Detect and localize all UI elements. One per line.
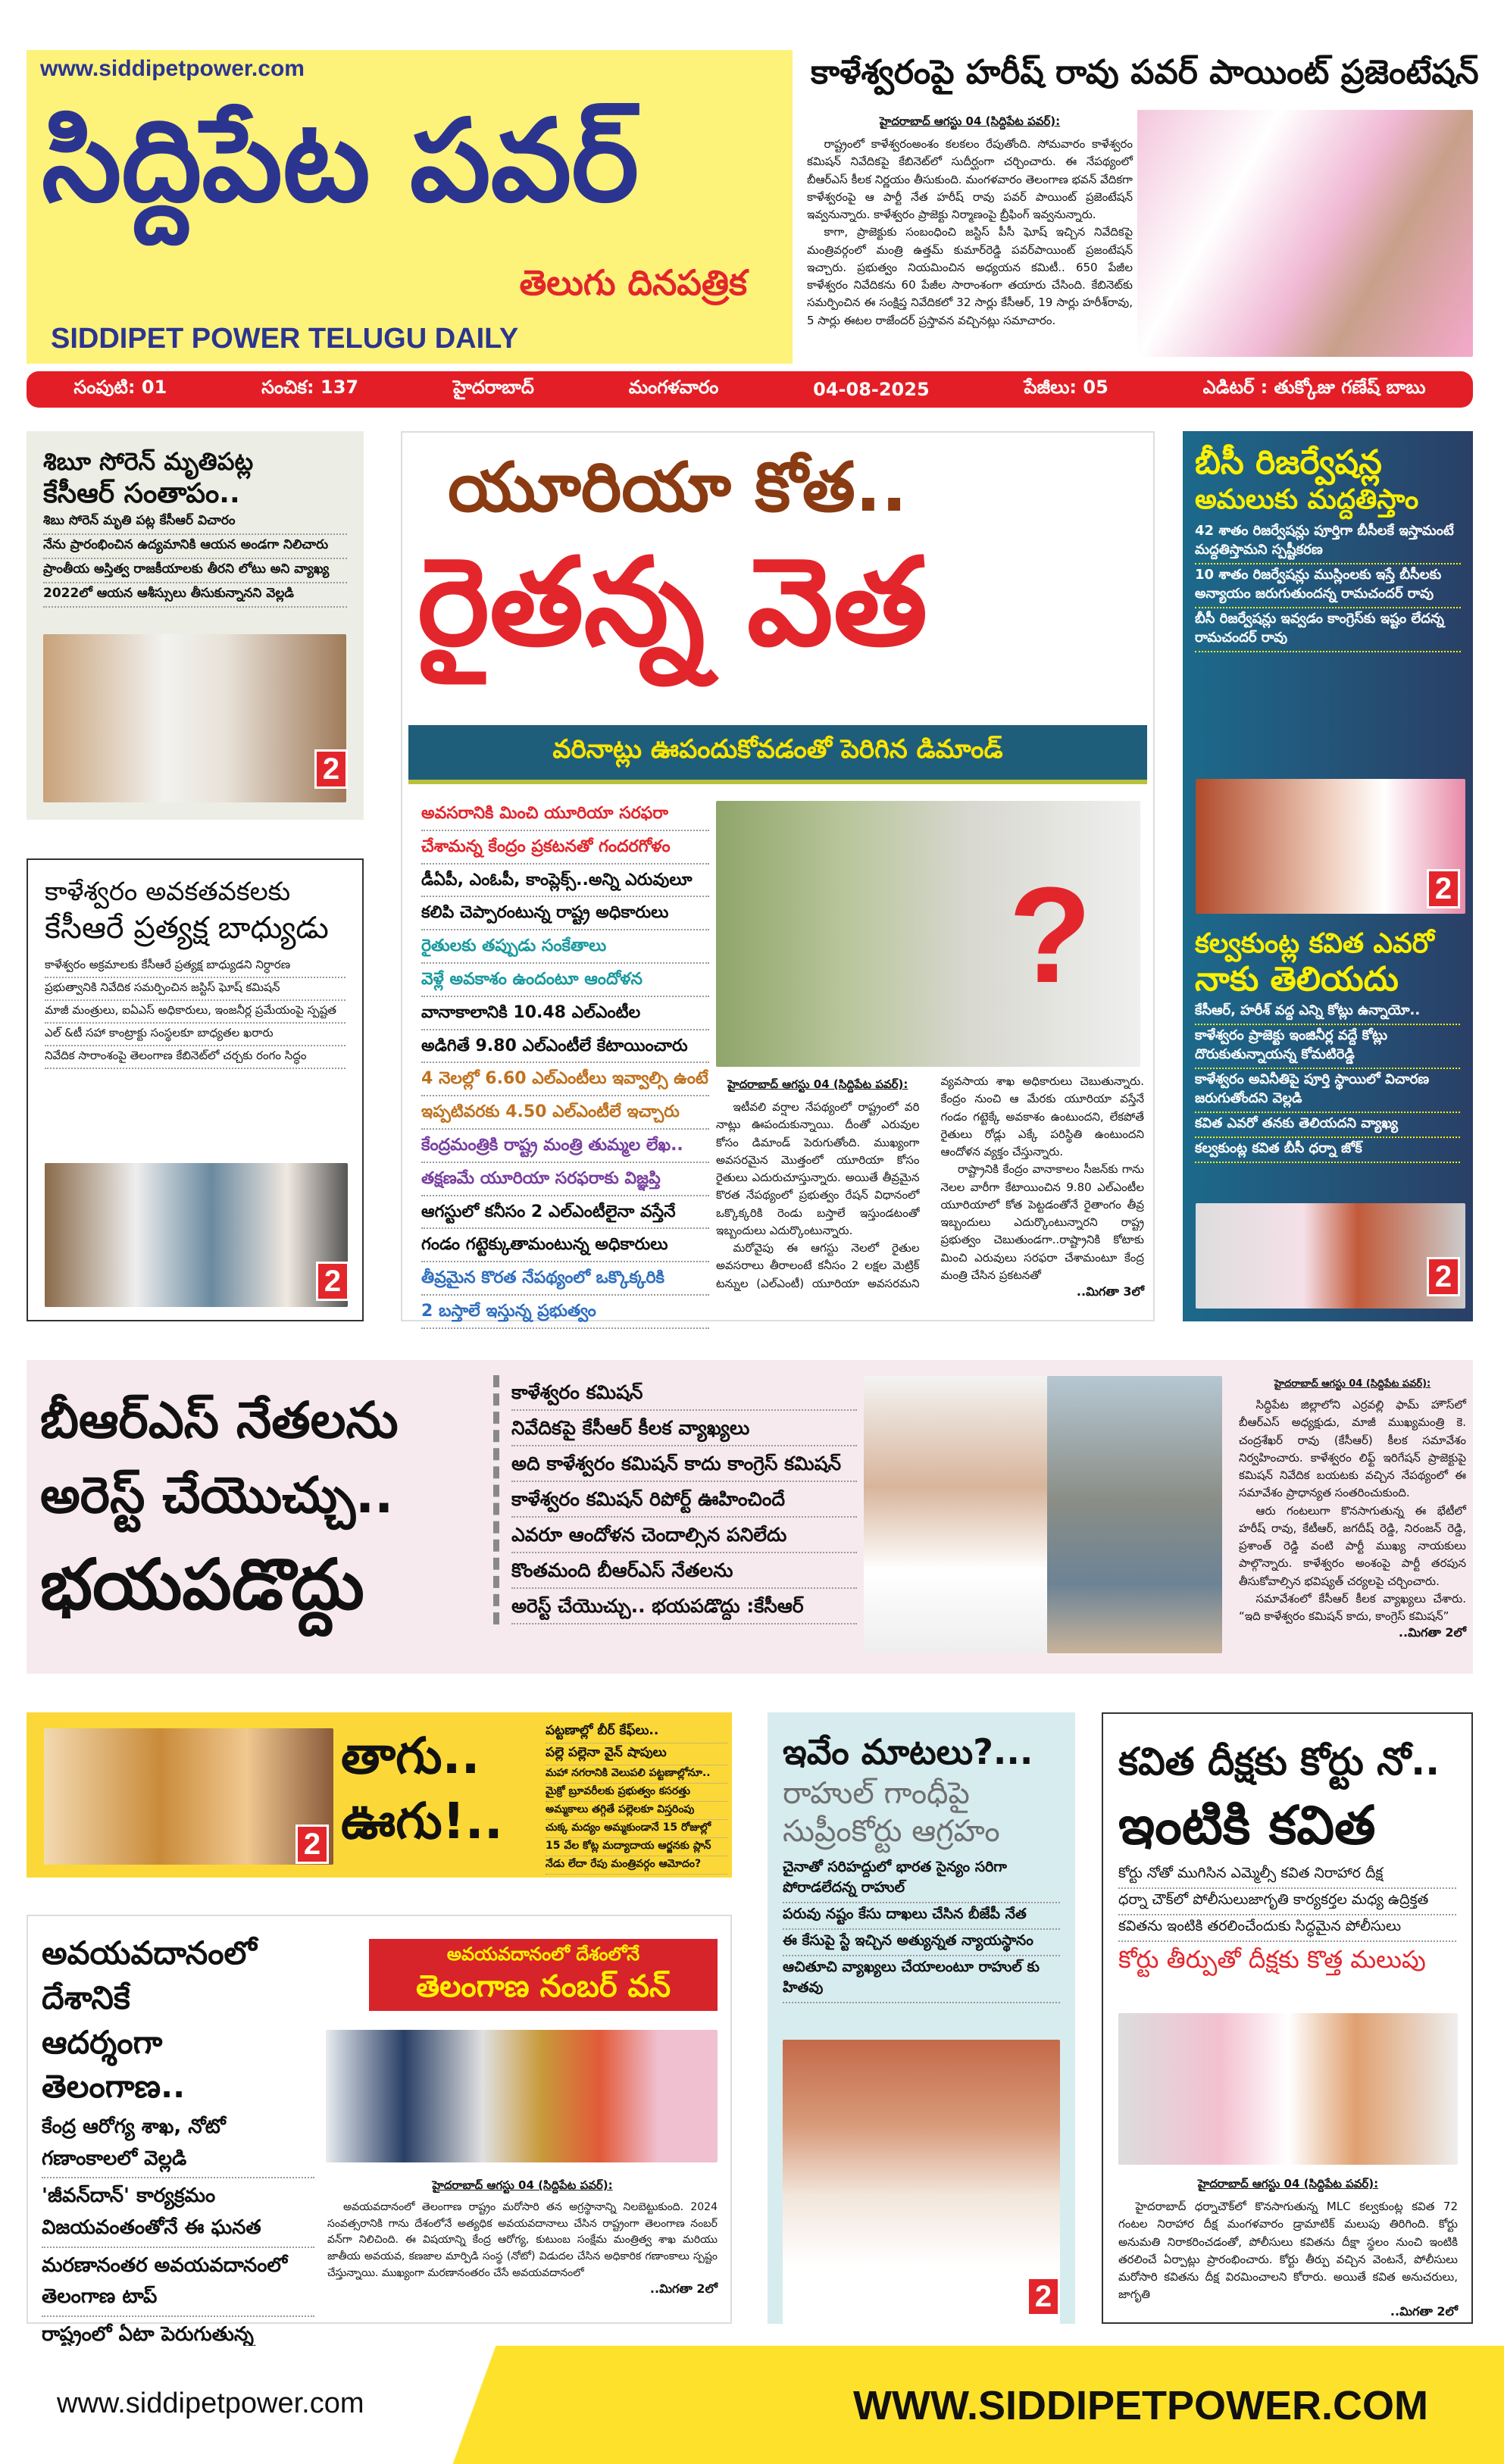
headline: అమలుకు మద్దతిస్తాం [1195, 483, 1419, 515]
point: 42 శాతం రిజర్వేషన్లు పూర్తిగా బీసీలకే ఇస్తామంటే మద్దతిస్తామని స్పష్టీకరణ [1195, 521, 1461, 564]
paragraph: అవయవదానంలో తెలంగాణ రాష్ట్రం మరోసారి తన అగ్రస్థానాన్ని నిలబెట్టుకుంది. 2024 సంవత్సరానికి గాను దేశంలోనే అత్యధిక అవయవదానాలు చేసిన రాష్ట్రంగా తెలంగాణ నంబర్ వన్‌గా నిలిచింది. ఈ విషయాన్ని కేంద్ర ఆరోగ్య, కుటుంబ సంక్షేమ మంత్రిత్వ శాఖ మరియు జాతీయ అవయవ, కణజాల మార్పిడి సంస్థ (నోటో) విడుదల చేసిన అధికారిక గణాంకాలు స్పష్టం చేస్తున్నాయి. ముఖ్యంగా మరణానంతరం చేసే అవయవదానంలో [327, 2201, 718, 2279]
continued-note: ..మిగతా 3లో [1076, 1284, 1144, 1299]
report-photo [45, 1163, 348, 1307]
story-column-blue[interactable] [1183, 431, 1473, 1321]
story-shibu-soren[interactable] [27, 431, 364, 820]
point: నేడు లేదా రేపు మంత్రివర్గం ఆమోదం? [546, 1856, 727, 1875]
story-kavitha-deeksha[interactable] [1102, 1712, 1473, 2324]
kcr-photo [43, 634, 346, 802]
point: 10 శాతం రిజర్వేషన్లు ముస్లింలకు ఇస్తే బీసీలకు అన్యాయం జరుగుతుందన్న రామచందర్ రావు [1195, 564, 1461, 608]
story-organ-donation[interactable] [27, 1915, 732, 2346]
point: చైనాతో సరిహద్దులో భారత సైన్యం సరిగా పోరాడలేదన్న రాహుల్ [783, 1856, 1060, 1903]
lead-kicker: యూరియా కోత.. [448, 448, 908, 527]
point: 'జీవన్‌దాన్' కార్యక్రమం విజయవంతంతోనే ఈ ఘనత [42, 2178, 314, 2247]
highlight-line: 2 బస్తాలే ఇస్తున్న ప్రభుత్వం [421, 1296, 709, 1329]
dateline: హైదరాబాద్ ఆగస్టు 04 (సిద్దిపేట పవర్): [879, 114, 1061, 128]
red-headline-box [369, 1939, 718, 2011]
point: కేంద్ర ఆరోగ్య శాఖ, నోటో గణాంకాలలో వెల్లడి [42, 2109, 314, 2178]
paragraph: ఇటీవలి వర్షాల నేపథ్యంలో రాష్ట్రంలో వరి నాట్లు ఊపందుకున్నాయి. దీంతో ఎరువుల కోసం డిమాండ్ పెరుగుతోంది. ముఖ్యంగా అవసరమైన మొత్తంలో యూరియా కోసం రైతులు ఎదురుచూస్తున్నారు. అయితే తీవ్రమైన కొరత నేపథ్యంలో ప్రభుత్వం రేషన్ విధానంలో ఒక్కొక్కరికి రెండు బస్తాలే ఇస్తుండటంతో ఇబ్బందులు ఎదుర్కొంటున్నారు. [716, 1100, 920, 1237]
headline: ఇవేం మాటలు?... [783, 1731, 1033, 1772]
highlight-line: వానాకాలానికి 10.48 ఎల్ఎంటీల [421, 997, 709, 1030]
red-headline: తెలంగాణ నంబర్ వన్ [415, 1969, 671, 2004]
story-body [327, 2174, 718, 2299]
paragraph: కాగా, ప్రాజెక్టుకు సంబంధించి జస్టిస్ పీసీ ఘోష్ ఇచ్చిన నివేదికపై మంత్రివర్గంలో మంత్రి ఉత్తమ్ కుమార్‌రెడ్డి పవర్‌పాయింట్ ప్రజంటేషన్ ఇచ్చారు. ప్రభుత్వం నియమించిన అధ్యయన కమిటీ.. 650 పేజీల కాళేశ్వరం నివేదికను 60 పేజీల సారాంశంగా తయారు చేసింది. కేబినెట్‌కు సమర్పించిన ఈ సంక్షిప్త నివేదికలో 32 సార్లు కేసీఆర్, 19 సార్లు హరీశ్‌రావు, 5 సార్లు ఈటల రాజేందర్ ప్రస్తావన వచ్చినట్లు సమాచారం. [807, 225, 1133, 327]
kavitha-protest-photo [1118, 2013, 1458, 2165]
barrage-photo [1047, 1376, 1222, 1653]
headline: కాళేశ్వరం అవకతవకలకు [45, 877, 291, 907]
point: కవిత ఎవరో తనకు తెలియదని వ్యాఖ్య [1195, 1113, 1460, 1138]
big-headline-line: అరెస్ట్ చేయొచ్చు.. [40, 1466, 394, 1524]
lead-headline: రైతన్న వెత [417, 531, 928, 673]
newspaper-logo-title: సిద్దిపేట పవర్ [42, 95, 639, 227]
footer-url-left[interactable]: www.siddipetpower.com [57, 2387, 364, 2419]
highlight-line: గండం గట్టెక్కుతామంటున్న అధికారులు [421, 1229, 709, 1262]
highlight-line: రైతులకు తప్పుడు సంకేతాలు [421, 930, 709, 964]
point: మరణానంతర అవయవదానంలో తెలంగాణ టాప్ [42, 2248, 314, 2317]
paragraph: సిద్ధిపేట జిల్లాలోని ఎర్రవల్లి ఫామ్ హౌస్‌లో బీఆర్ఎస్ అధ్యక్షుడు, మాజీ ముఖ్యమంత్రి కె. చంద్రశేఖర్ రావు (కేసీఆర్) కీలక సమావేశం నిర్వహించారు. కాళేశ్వరం లిఫ్ట్ ఇరిగేషన్ ప్రాజెక్టుపై కమిషన్ నివేదిక బయటకు వచ్చిన నేపథ్యంలో ఈ సమావేశం ప్రాధాన్యత సంతరించుకుంది. [1239, 1398, 1466, 1500]
headline: అవయవదానంలో దేశానికే [42, 1934, 257, 2016]
point: పరువు నష్టం కేసు దాఖలు చేసిన బీజేపీ నేత [783, 1903, 1060, 1930]
paragraph: మరోవైపు ఈ ఆగస్టు నెలలో రైతుల అవసరాలు తీరాలంటే కనీసం 2 లక్షల మెట్రిక్ టన్నుల (ఎల్ఎంటీ) యూరియా అవసరమని వ్యవసాయ శాఖ అధికారులు చెబుతున్నారు. కేంద్రం నుంచి ఆ మేరకు యూరియా వస్తేనే గండం గట్టెక్కే అవకాశం ఉంటుందని, లేకపోతే రైతులు రోడ్లు ఎక్కే పరిస్థితి ఉంటుందని ఆందోళన వ్యక్తం చేస్తున్నారు. [716, 1074, 1144, 1290]
point: ఎల్ &టీ సహా కాంట్రాక్టు సంస్థలకూ బాధ్యతల ఖరారు [45, 1024, 346, 1046]
highlight-line: ఇప్పటివరకు 4.50 ఎల్ఎంటీలే ఇచ్చారు [421, 1096, 709, 1130]
masthead [27, 50, 793, 364]
paragraph: రాష్ట్రానికి కేంద్రం వానాకాలం సీజన్‌కు గాను నెలల వారీగా కేటాయించిన 9.80 ఎల్ఎంటీల యూరియాలో కోత పెట్టడంతోనే రైతాంగం తీవ్ర ఇబ్బందులు ఎదుర్కొంటున్నారని రాష్ట్ర ప్రభుత్వం చెబుతుండగా..రాష్ట్రానికి కోటాకు మించి ఎరువులు సరఫరా చేశామంటూ కేంద్ర మంత్రి చేసిన ప్రకటనతో [940, 1162, 1144, 1282]
point: 15 వేల కోట్ల మద్యాదాయ ఆర్జనకు ప్లాన్ [546, 1838, 727, 1856]
masthead-url[interactable]: www.siddipetpower.com [40, 56, 305, 81]
point: ప్రాంతీయ అస్తిత్వ రాజకీయాలకు తీరని లోటు అని వ్యాఖ్య [43, 559, 347, 583]
story-kcr-arrest[interactable] [27, 1360, 1473, 1674]
page-count: పేజీలు: 05 [1024, 377, 1108, 398]
paragraph: రాష్ట్రంలో కాళేశ్వరంఅంశం కలకలం రేపుతోంది. సోమవారం కాళేశ్వరం కమిషన్ నివేదికపై కేబినెట్‌లో సుదీర్ఘంగా చర్చించారు. ఈ నేపథ్యంలో బీఆర్ఎస్ కీలక నిర్ణయం తీసుకుంది. మంగళవారం తెలంగాణ భవన్ వేదికగా కాళేశ్వరంపై ఆ పార్టీ నేత హరీష్ రావు పవర్ పాయింట్ ప్రజెంటేషన్ ఇవ్వనున్నారు. కాళేశ్వరం ప్రాజెక్టు నిర్మాణంపై బ్రీఫింగ్ ఇవ్వనున్నారు. [807, 137, 1133, 221]
point: మహా నగరానికి వెలుపలి పట్టణాల్లోనూ.. [546, 1765, 727, 1784]
weekday: మంగళవారం [628, 377, 719, 398]
point: అది కాళేశ్వరం కమిషన్ కాదు కాంగ్రెస్ కమిషన్ [511, 1446, 857, 1482]
slogan-line: ఊగు!.. [341, 1791, 503, 1850]
question-mark-icon: ? [1008, 859, 1092, 1012]
highlight-line: చేశామన్న కేంద్రం ప్రకటనతో గందరగోళం [421, 831, 709, 865]
red-kicker: అవయవదానంలో దేశంలోనే [446, 1943, 640, 1965]
continued-note: ..మిగతా 2లో [1398, 1625, 1466, 1640]
point: శిబు సోరెన్ మృతి పట్ల కేసీఆర్ విచారం [43, 511, 347, 535]
dateline: హైదరాబాద్ ఆగస్టు 04 (సిద్దిపేట పవర్): [1274, 1378, 1431, 1390]
point: కాళేశ్వరం కమిషన్ [511, 1375, 857, 1411]
dateline: హైదరాబాద్ ఆగస్టు 04 (సిద్దిపేట పవర్): [432, 2178, 613, 2192]
red-subheadline: కోర్టు తీర్పుతో దీక్షకు కొత్త మలుపు [1118, 1945, 1426, 1974]
page-badge: 2 [1427, 869, 1460, 908]
page-badge: 2 [314, 749, 348, 789]
slogan-line: తాగు.. [341, 1727, 480, 1785]
point: కాళేశ్వరం కమిషన్ రిపోర్ట్ ఊహించిందే [511, 1482, 857, 1518]
point: బీసీ రిజర్వేషన్లు ఇవ్వడం కాంగ్రెస్‌కు ఇష్టం లేదన్న రామచందర్ రావు [1195, 608, 1461, 652]
headline: కేసీఆరే ప్రత్యక్ష బాధ్యుడు [45, 911, 329, 946]
point: నివేదికపై కేసీఆర్ కీలక వ్యాఖ్యలు [511, 1411, 857, 1446]
footer-url-right[interactable]: WWW.SIDDIPETPOWER.COM [853, 2383, 1428, 2428]
highlight-line: అవసరానికి మించి యూరియా సరఫరా [421, 798, 709, 831]
story-kaleshwaram[interactable] [27, 858, 364, 1321]
story-rahul-gandhi[interactable] [768, 1712, 1075, 2324]
point: 2022లో ఆయన ఆశీస్సులు తీసుకున్నానని వెల్లడి [43, 583, 347, 608]
highlight-line: కలిపి చెప్పారంటున్న రాష్ట్ర అధికారులు [421, 897, 709, 930]
paragraph: హైదరాబాద్ ధర్నాచౌక్‌లో కొనసాగుతున్న MLC కల్వకుంట్ల కవిత 72 గంటల నిరాహార దీక్ష మంగళవారం డ్రామాటిక్ మలుపు తిరిగింది. కోర్టు అనుమతి నిరాకరించడంతో, పోలీసులు కవితను దీక్షా స్థలం నుంచి ఇంటికి తరలించే ఏర్పాట్లు ప్రారంభించారు. కోర్టు తీర్పు వచ్చిన వెంటనే, పోలీసులు మరోసారి కవితను దీక్ష విరమించాలని కోరారు. అయితే కవిత అనుచరులు, జాగృతి [1118, 2200, 1458, 2302]
paragraph: సమావేశంలో కేసీఆర్ కీలక వ్యాఖ్యలు చేశారు. “ఇది కాళేశ్వరం కమిషన్ కాదు, కాంగ్రెస్ కమిషన్” [1239, 1591, 1466, 1623]
subheadline: రాహుల్ గాంధీపై [783, 1775, 970, 1811]
point: పల్లె పల్లెనా వైన్ షాపులు [546, 1743, 727, 1765]
dateline: హైదరాబాద్ ఆగస్టు 04 (సిద్దిపేట పవర్): [727, 1077, 908, 1091]
page-badge: 2 [1427, 1257, 1460, 1296]
lead-story-urea[interactable] [401, 431, 1155, 1321]
lead-body [716, 1073, 1144, 1315]
continued-note: ..మిగతా 2లో [649, 2281, 718, 2297]
point: కేసీఆర్, హరీశ్ వద్ద ఎన్ని కోట్లు ఉన్నాయో.. [1195, 1000, 1460, 1025]
big-headline-line: భయపడొద్దు [40, 1544, 364, 1625]
issue-number: సంచిక: 137 [261, 377, 359, 398]
kcr-photo [864, 1376, 1047, 1653]
dateline: హైదరాబాద్ ఆగస్టు 04 (సిద్దిపేట పవర్): [1197, 2177, 1379, 2190]
highlight-line: డీఏపీ, ఎంఓపీ, కాంప్లెక్స్..అన్ని ఎరువులూ [421, 865, 709, 898]
award-ceremony-photo [326, 2030, 718, 2162]
headline: ఇంటికి కవిత [1118, 1794, 1376, 1856]
paragraph: ఆరు గంటలుగా కొనసాగుతున్న ఈ భేటీలో హరీష్ రావు, కేటీఆర్, జగదీష్ రెడ్డి, నిరంజన్ రెడ్డి, ప్రశాంత్ రెడ్డి వంటి పార్టీ ముఖ్య నాయకులు పాల్గొన్నారు. కాళేశ్వరం అంశంపై పార్టీ తరపున తీసుకోవాల్సిన భవిష్యత్ చర్యలపై చర్చించారు. [1239, 1503, 1466, 1588]
point: ధర్నా చౌక్‌లో పోలీసులుజాగృతి కార్యకర్తల మధ్య ఉద్రిక్తత [1118, 1889, 1456, 1915]
komatireddy-photo [1196, 1203, 1465, 1309]
story-body [1118, 2172, 1458, 2322]
point: ప్రభుత్వానికి నివేదిక సమర్పించిన జస్టిస్ ఘోష్ కమిషన్ [45, 978, 346, 1001]
point: మైక్రో బ్రూవరీలకు ప్రభుత్వం కసరత్తు [546, 1784, 727, 1802]
highlight-line: అడిగితే 9.80 ఎల్ఎంటీలే కేటాయించారు [421, 1030, 709, 1064]
page-badge: 2 [1027, 2277, 1060, 2316]
point: ఎవరూ ఆందోళన చెందాల్సిన పనిలేదు [511, 1518, 857, 1553]
masthead-english-name: SIDDIPET POWER TELUGU DAILY [51, 323, 519, 355]
highlight-line: తీవ్రమైన కొరత నేపథ్యంలో ఒక్కొక్కరికి [421, 1262, 709, 1296]
masthead-subtitle: తెలుగు దినపత్రిక [519, 262, 747, 303]
headline: నాకు తెలియదు [1195, 960, 1399, 999]
highlight-line: 4 నెలల్లో 6.60 ఎల్ఎంటీలు ఇవ్వాల్సి ఉంటే [421, 1063, 709, 1096]
top-story-body [807, 110, 1133, 360]
point: కొంతమంది బీఆర్ఎస్ నేతలను [511, 1553, 857, 1589]
point: అమ్మకాలు తగ్గితే పల్లెలకూ విస్తరింపు [546, 1802, 727, 1820]
volume: సంపుటి: 01 [73, 377, 167, 398]
point: చుక్క మద్యం అమ్మకుండానే 15 రోజుల్లో [546, 1820, 727, 1838]
point: మాజీ మంత్రులు, ఐఏఎస్ అధికారులు, ఇంజనీర్ల ప్రమేయంపై స్పష్టత [45, 1001, 346, 1024]
point: కాళేశ్వరం అక్రమాలకు కేసీఆరే ప్రత్యక్ష బాధ్యుడని నిర్ధారణ [45, 955, 346, 978]
subheadline: సుప్రీంకోర్టు ఆగ్రహం [783, 1813, 1000, 1849]
highlight-line: కేంద్రమంత్రికి రాష్ట్ర మంత్రి తుమ్మల లేఖ.. [421, 1130, 709, 1163]
point: అరెస్ట్ చేయొచ్చు.. భయపడొద్దు :కేసీఆర్ [511, 1589, 857, 1624]
top-story-headline[interactable]: కాళేశ్వరంపై హరీష్ రావు పవర్ పాయింట్ ప్రజెంటేషన్ [811, 53, 1479, 92]
point: కోర్టు నోతో ముగిసిన ఎమ్మెల్సీ కవిత నిరాహార దీక్ష [1118, 1862, 1456, 1889]
point: రాష్ట్రంలో ఏటా పెరుగుతున్న [42, 2317, 314, 2386]
point: పట్టణాల్లో బీర్ కేఫ్‌లు.. [546, 1721, 727, 1743]
headline: శిబూ సోరెన్ మృతిపట్ల [43, 447, 254, 476]
point: నేను ప్రారంభించిన ఉద్యమానికి ఆయన అండగా నిలిచారు [43, 535, 347, 559]
ramchander-rao-photo [1196, 779, 1465, 914]
footer [0, 2346, 1504, 2464]
harish-rao-photo [1137, 110, 1473, 357]
rahul-gandhi-photo [783, 2040, 1060, 2324]
point: ఆచితూచి వ్యాఖ్యలు చేయాలంటూ రాహుల్ కు హితవు [783, 1956, 1060, 2003]
issue-info-bar [27, 371, 1473, 408]
headline: కల్వకుంట్ల కవిత ఎవరో [1195, 928, 1434, 959]
page-badge: 2 [295, 1825, 329, 1864]
point: కల్వకుంట్ల కవిత బీసీ ధర్నా జోక్ [1195, 1138, 1460, 1163]
story-body [1239, 1374, 1466, 1643]
point: కవితను ఇంటికి తరలించేందుకు సిద్ధమైన పోలీసులు [1118, 1915, 1456, 1942]
lead-banner: వరినాట్లు ఊపందుకోవడంతో పెరిగిన డిమాండ్ [408, 725, 1147, 784]
point: ఈ కేసుపై స్టే ఇచ్చిన అత్యున్నత న్యాయస్థానం [783, 1930, 1060, 1956]
city: హైదరాబాద్ [452, 377, 534, 398]
headline: ఆదర్శంగా తెలంగాణ.. [42, 2023, 186, 2106]
continued-note: ..మిగతా 2లో [1390, 2303, 1458, 2319]
big-headline-line: బీఆర్ఎస్ నేతలను [40, 1391, 399, 1449]
cheers-photo [44, 1728, 333, 1865]
point: నివేదిక సారాంశంపై తెలంగాణ కేబినెట్‌లో చర్చకు రంగం సిద్ధం [45, 1046, 346, 1069]
editor: ఎడిటర్ : తుక్కోజు గణేష్ బాబు [1202, 377, 1426, 398]
highlight-line: వెళ్లే అవకాశం ఉందంటూ ఆందోళన [421, 964, 709, 997]
date: 04-08-2025 [813, 379, 930, 400]
highlight-line: తక్షణమే యూరియా సరఫరాకు విజ్ఞప్తి [421, 1163, 709, 1196]
headline: కవిత దీక్షకు కోర్టు నో.. [1118, 1740, 1440, 1784]
headline: కేసీఆర్ సంతాపం.. [43, 478, 240, 509]
story-beer[interactable] [27, 1712, 732, 1878]
highlight-line: ఆగస్టులో కనీసం 2 ఎల్ఎంటీలైనా వస్తేనే [421, 1196, 709, 1230]
headline: బీసీ రిజర్వేషన్ల [1195, 443, 1382, 482]
point: కాళేశ్వరం అవినీతిపై పూర్తి స్థాయిలో విచారణ జరుగుతోందని వెల్లడి [1195, 1069, 1460, 1113]
page-badge: 2 [316, 1262, 349, 1301]
point: కాళేశ్వరం ప్రాజెక్టు ఇంజినీర్ల వద్దే కోట్లు దొరుకుతున్నాయన్న కోమటిరెడ్డి [1195, 1025, 1460, 1069]
